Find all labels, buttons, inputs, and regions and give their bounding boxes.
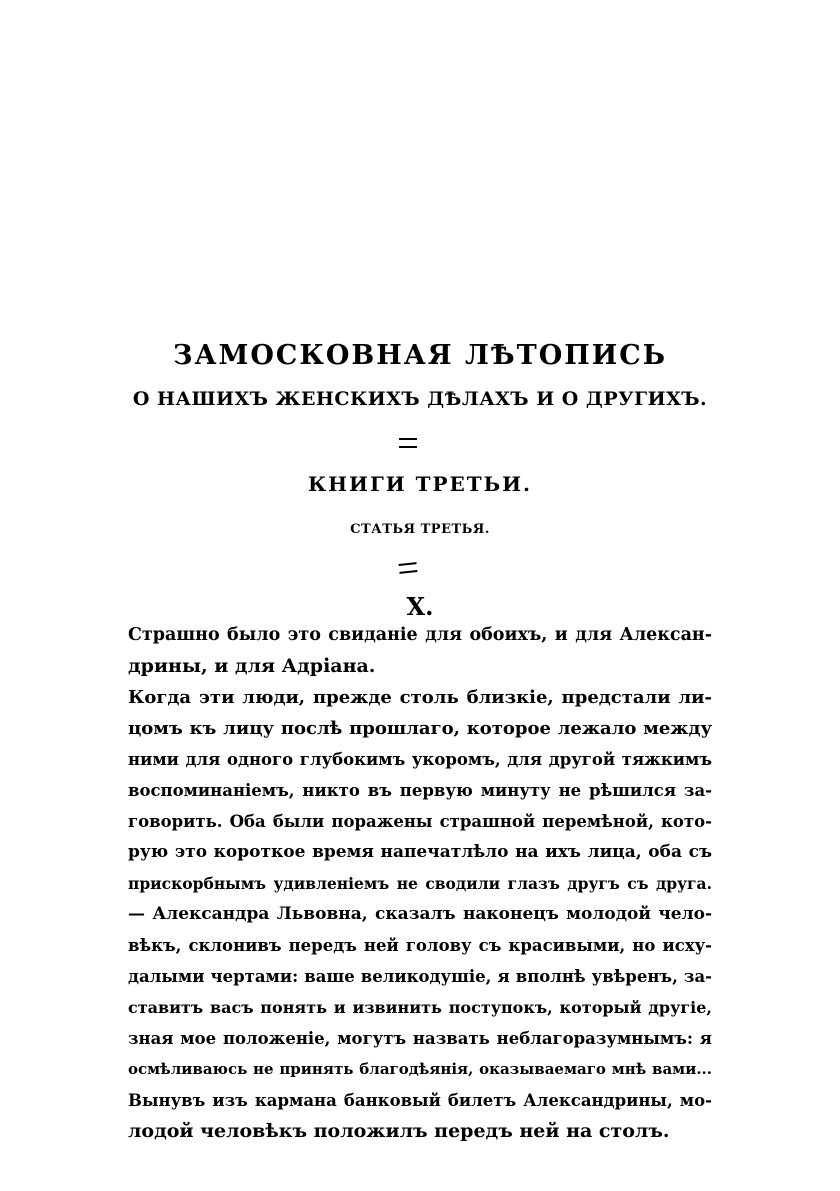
chronicle-subtitle: О НАШИХЪ ЖЕНСКИХЪ ДѢЛАХЪ И О ДРУГИХЪ. xyxy=(132,388,708,410)
text-line: ставитъ васъ понять и извинить поступокъ, который другіе, xyxy=(128,998,712,1017)
double-rule-divider xyxy=(399,562,418,574)
text-line: далыми чертами: ваше великодушіе, я вполнѣ увѣренъ, за- xyxy=(128,967,712,986)
article-heading: СТАТЬЯ ТРЕТЬЯ. xyxy=(350,522,490,537)
text-line: лодой человѣкъ положилъ передъ ней на столъ. xyxy=(128,1120,670,1142)
text-line: прискорбнымъ удивленіемъ не сводили глазъ другъ съ друга. xyxy=(128,874,712,893)
text-line: Страшно было это свиданіе для обоихъ, и для Алексан- xyxy=(128,625,712,645)
text-line: — Александра Львовна, сказалъ наконецъ молодой чело- xyxy=(128,904,712,924)
chapter-number: X. xyxy=(406,592,434,621)
text-line: рую это короткое время напечатлѣло на ихъ лица, оба съ xyxy=(128,842,712,862)
text-line: дрины, и для Адріана. xyxy=(128,655,376,677)
text-line: говорить. Оба были поражены страшной перемѣной, кото- xyxy=(128,812,712,831)
double-rule-divider xyxy=(399,438,417,448)
text-line: осмѣливаюсь не принять благодѣянія, оказываемаго мнѣ вами... xyxy=(128,1060,712,1078)
book-heading: КНИГИ ТРЕТЬИ. xyxy=(307,472,533,496)
text-line: воспоминаніемъ, никто въ первую минуту не рѣшился за- xyxy=(128,781,712,800)
text-line: зная мое положеніе, могутъ назвать неблагоразумнымъ: я xyxy=(128,1029,712,1048)
text-line: Вынувъ изъ кармана банковый билетъ Александрины, мо- xyxy=(128,1091,712,1110)
chronicle-title: ЗАМОСКОВНАЯ ЛѢТОПИСЬ xyxy=(172,340,667,371)
text-line: Когда эти люди, прежде столь близкіе, предстали ли- xyxy=(128,687,712,708)
text-line: ними для одного глубокимъ укоромъ, для другой тяжкимъ xyxy=(128,750,712,769)
chapter-body xyxy=(128,620,712,1147)
text-line: цомъ къ лицу послѣ прошлаго, которое лежало между xyxy=(128,718,712,739)
text-line: вѣкъ, склонивъ передъ ней голову съ красивыми, но исху- xyxy=(128,936,712,955)
